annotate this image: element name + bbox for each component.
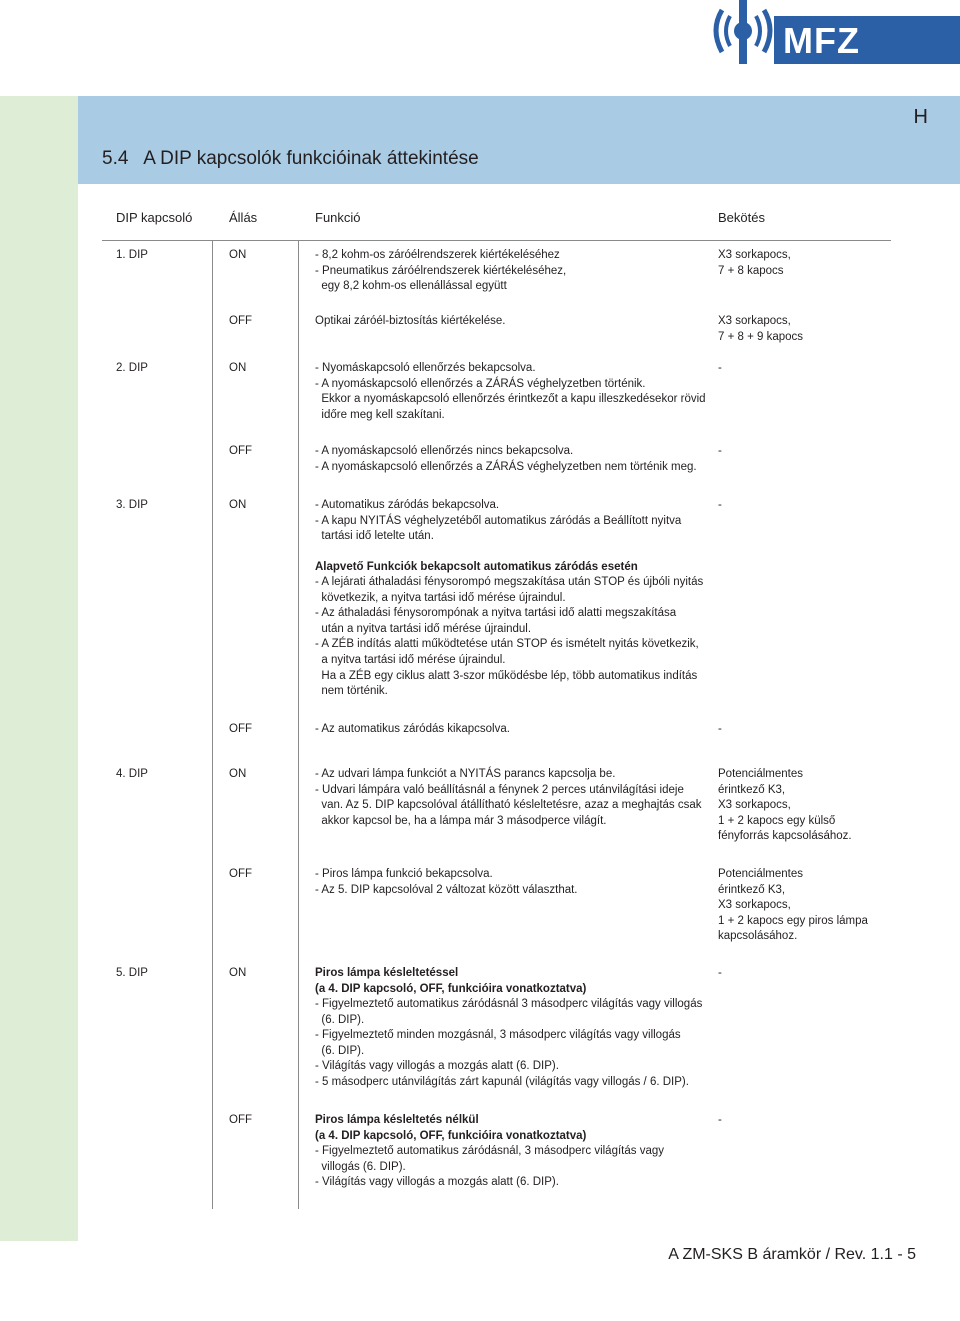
wiring-text: - — [718, 967, 722, 979]
function-text: - Az udvari lámpa funkciót a NYITÁS parancs kapcsolja be. - Udvari lámpára való beállításnál a fénynek 2 perces utánvilágítási ideje van. Az 5. DIP kapcsolóval átállítható késleltetésre, azaz a meghajtás csak akkor kapcsol be, ha a lámpa már 3 másodperce világít. — [315, 768, 702, 827]
dip-table — [102, 200, 892, 1210]
wiring-text: - — [718, 1114, 722, 1126]
function-details: - Figyelmeztető automatikus záródásnál 3 másodperc világítás vagy villogás (6. DIP). - Figyelmeztető minden mozgásnál, 3 másodperc világítás vagy villogás (6. DIP). - Világítás vagy villogás a mozgás alatt (6. DIP). - 5 másodperc utánvilágítás zárt kapunál (világítás vagy villogás / 6. DIP). — [315, 998, 703, 1088]
column-divider — [298, 241, 299, 1209]
function-text: - A nyomáskapcsoló ellenőrzés nincs bekapcsolva. - A nyomáskapcsoló ellenőrzés a ZÁRÁS véghelyzetben nem történik meg. — [315, 445, 697, 473]
function-details: - Figyelmeztető automatikus záródásnál, 3 másodperc világítás vagy villogás (6. DIP). - Világítás vagy villogás a mozgás alatt (6. DIP). — [315, 1145, 664, 1189]
page-title: 5.4 A DIP kapcsolók funkcióinak áttekintése — [102, 148, 479, 169]
state-label: OFF — [229, 1114, 252, 1126]
function-text: - Automatikus záródás bekapcsolva. - A kapu NYITÁS véghelyzetéből automatikus záródás a Beállított nyitva tartási idő letelte után. — [315, 499, 682, 543]
dip-label: 4. DIP — [116, 768, 148, 780]
wiring-text: X3 sorkapocs, 7 + 8 kapocs — [718, 249, 791, 277]
header-function: Funkció — [315, 210, 361, 225]
wiring-text: X3 sorkapocs, 7 + 8 + 9 kapocs — [718, 315, 804, 343]
wiring-text: - — [718, 499, 722, 511]
function-text: - Piros lámpa funkció bekapcsolva. - Az 5. DIP kapcsolóval 2 változat között választhat. — [315, 868, 578, 896]
wiring-text: - — [718, 362, 722, 374]
wiring-text: - — [718, 445, 722, 457]
function-text: - Nyomáskapcsoló ellenőrzés bekapcsolva. - A nyomáskapcsoló ellenőrzés a ZÁRÁS véghelyzetben történik. Ekkor a nyomáskapcsoló ellenőrzés érintkezőt a kapu illeszkedésekor rövid időre meg kell szakítani. — [315, 362, 706, 421]
state-label: ON — [229, 499, 247, 511]
page-footer: A ZM-SKS B áramkör / Rev. 1.1 - 5 — [668, 1246, 916, 1263]
state-label: ON — [229, 967, 247, 979]
wiring-text: Potenciálmentes érintkező K3, X3 sorkapocs, 1 + 2 kapocs egy piros lámpa kapcsolásához. — [718, 868, 868, 943]
dip-label: 5. DIP — [116, 967, 148, 979]
state-label: ON — [229, 768, 247, 780]
function-heading: Piros lámpa késleltetéssel (a 4. DIP kapcsoló, OFF, funkcióira vonatkoztatva) — [315, 967, 587, 995]
wiring-text: Potenciálmentes érintkező K3, X3 sorkapocs, 1 + 2 kapocs egy külső fényforrás kapcsolásához. — [718, 768, 852, 843]
state-label: OFF — [229, 315, 252, 327]
function-text: Optikai záróél-biztosítás kiértékelése. — [315, 315, 506, 327]
header-wiring: Bekötés — [718, 210, 765, 225]
state-label: OFF — [229, 723, 252, 735]
mfz-logo — [712, 0, 960, 64]
function-details: - A lejárati áthaladási fénysorompó megszakítása után STOP és újbóli nyitás következik, a nyitva tartási idő mérése újraindul. - Az áthaladási fénysorompónak a nyitva tartási idő alatti megszakítása után a nyitva tartási idő mérése újraindul. - A ZÉB indítás alatti működtetése után STOP és ismételt nyitás következik, a nyitva tartási idő mérése újraindul. Ha a ZÉB egy ciklus alatt 3-szor működésbe lép, több automatikus indítás nem történik. — [315, 576, 704, 698]
column-divider — [212, 241, 213, 1209]
header-dip: DIP kapcsoló — [116, 210, 193, 225]
dip-label: 3. DIP — [116, 499, 148, 511]
logo-text: MFZ — [783, 20, 860, 61]
dip-label: 1. DIP — [116, 249, 148, 261]
function-heading: Alapvető Funkciók bekapcsolt automatikus záródás esetén — [315, 561, 638, 573]
section-letter: H — [913, 106, 928, 128]
state-label: ON — [229, 249, 247, 261]
function-heading: Piros lámpa késleltetés nélkül (a 4. DIP kapcsoló, OFF, funkcióira vonatkoztatva) — [315, 1114, 587, 1142]
header-band — [78, 96, 960, 184]
header-state: Állás — [229, 210, 258, 225]
state-label: OFF — [229, 445, 252, 457]
dip-label: 2. DIP — [116, 362, 148, 374]
left-stripe — [0, 96, 78, 1241]
function-text: - Az automatikus záródás kikapcsolva. — [315, 723, 510, 735]
header-rule — [102, 240, 891, 241]
state-label: OFF — [229, 868, 252, 880]
wiring-text: - — [718, 723, 722, 735]
state-label: ON — [229, 362, 247, 374]
function-text: - 8,2 kohm-os záróélrendszerek kiértékeléséhez - Pneumatikus záróélrendszerek kiértékeléséhez, egy 8,2 kohm-os ellenállással együtt — [315, 249, 567, 293]
